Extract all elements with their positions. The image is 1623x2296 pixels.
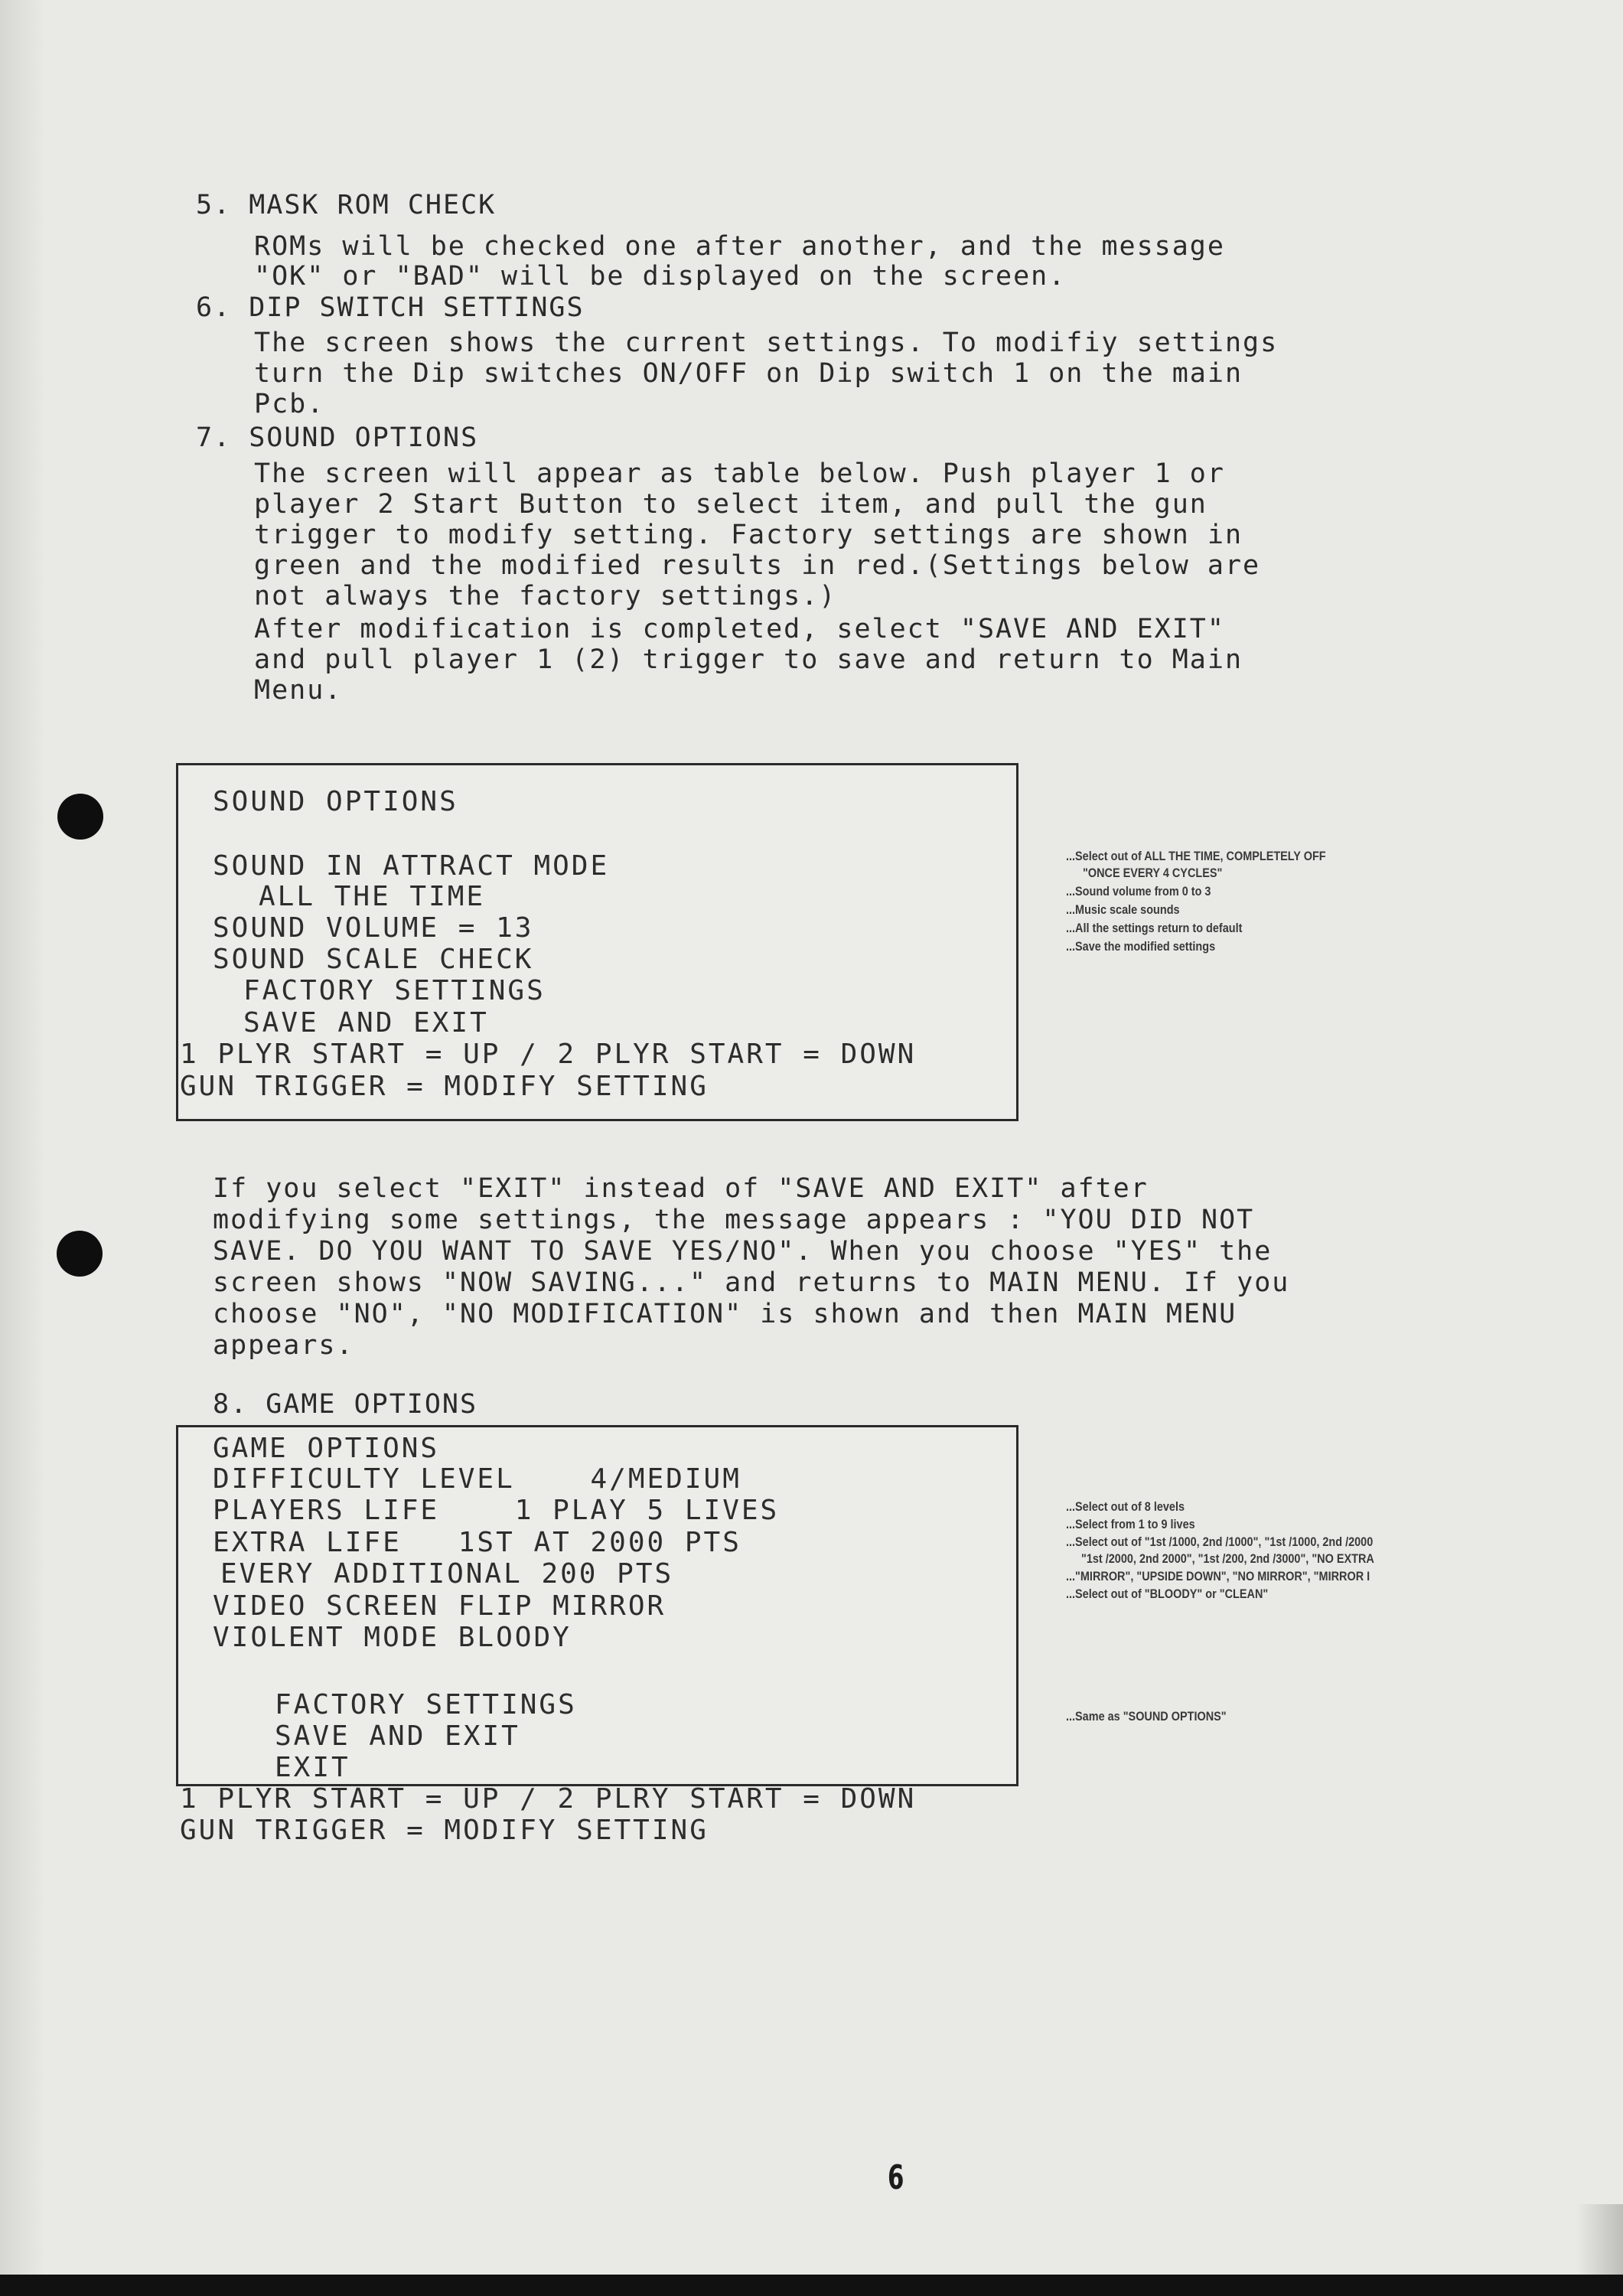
section-6-line: The screen shows the current settings. To modifiy settings <box>254 328 1279 358</box>
section-6-line: turn the Dip switches ON/OFF on Dip switch 1 on the main <box>254 358 1243 389</box>
game-options-screen <box>176 1425 1018 1846</box>
screen-item: VIDEO SCREEN FLIP MIRROR <box>213 1590 666 1622</box>
screen-item: SAVE AND EXIT <box>243 1007 489 1039</box>
sound-note: "ONCE EVERY 4 CYCLES" <box>1083 866 1223 880</box>
screen-item: SOUND VOLUME = 13 <box>213 912 534 944</box>
section-7-line: player 2 Start Button to select item, and pull the gun <box>254 489 1207 520</box>
screen-footer: 1 PLYR START = UP / 2 PLYR START = DOWN <box>180 1039 917 1070</box>
sound-note: ...Select out of ALL THE TIME, COMPLETELY OFF <box>1066 849 1326 863</box>
screen-item: FACTORY SETTINGS <box>275 1689 577 1720</box>
screen-item: SOUND SCALE CHECK <box>213 944 534 975</box>
section-5-heading: 5. MASK ROM CHECK <box>196 190 497 220</box>
exit-paragraph-line: SAVE. DO YOU WANT TO SAVE YES/NO". When you choose "YES" the <box>213 1236 1273 1267</box>
screen-item: SAVE AND EXIT <box>275 1720 520 1752</box>
section-7-line: green and the modified results in red.(Settings below are <box>254 550 1261 581</box>
exit-paragraph-line: appears. <box>213 1330 354 1361</box>
section-7-line: The screen will appear as table below. Push player 1 or <box>254 458 1225 489</box>
section-7-line: Menu. <box>254 675 343 706</box>
sound-note: ...Save the modified settings <box>1066 939 1216 954</box>
section-5-line: "OK" or "BAD" will be displayed on the screen. <box>254 261 1067 292</box>
game-note: ..."MIRROR", "UPSIDE DOWN", "NO MIRROR", "MIRROR I <box>1066 1569 1370 1583</box>
section-7-line: not always the factory settings.) <box>254 581 837 612</box>
page-edge-shadow <box>1576 2204 1623 2275</box>
screen-item: EXIT <box>275 1752 350 1783</box>
exit-paragraph-line: screen shows "NOW SAVING..." and returns to MAIN MENU. If you <box>213 1267 1290 1298</box>
section-7-line: After modification is completed, select "SAVE AND EXIT" <box>254 614 1225 644</box>
game-note: ...Same as "SOUND OPTIONS" <box>1066 1709 1227 1724</box>
exit-paragraph-line: choose "NO", "NO MODIFICATION" is shown and then MAIN MENU <box>213 1299 1237 1329</box>
game-note: ...Select out of "BLOODY" or "CLEAN" <box>1066 1587 1269 1601</box>
section-7-heading: 7. SOUND OPTIONS <box>196 422 479 453</box>
screen-item: FACTORY SETTINGS <box>243 975 546 1006</box>
page-edge-shadow <box>0 0 46 2296</box>
section-6-heading: 6. DIP SWITCH SETTINGS <box>196 292 585 323</box>
binder-hole <box>57 1231 103 1277</box>
screen-footer: 1 PLYR START = UP / 2 PLRY START = DOWN <box>180 1783 917 1815</box>
game-note: ...Select out of 8 levels <box>1066 1499 1185 1514</box>
screen-title: GAME OPTIONS <box>213 1433 440 1464</box>
sound-note: ...All the settings return to default <box>1066 921 1243 935</box>
section-7-line: trigger to modify setting. Factory settings are shown in <box>254 520 1243 550</box>
screen-footer: GUN TRIGGER = MODIFY SETTING <box>180 1815 709 1846</box>
sound-note: ...Sound volume from 0 to 3 <box>1066 884 1211 899</box>
binder-hole <box>57 794 103 840</box>
section-8-heading: 8. GAME OPTIONS <box>213 1389 478 1420</box>
screen-item: DIFFICULTY LEVEL 4/MEDIUM <box>213 1463 741 1495</box>
screen-footer: GUN TRIGGER = MODIFY SETTING <box>180 1071 709 1102</box>
page-edge-shadow <box>0 2275 1623 2296</box>
screen-item: ALL THE TIME <box>259 881 486 912</box>
section-5-line: ROMs will be checked one after another, and the message <box>254 231 1225 262</box>
screen-item: EXTRA LIFE 1ST AT 2000 PTS <box>213 1527 741 1558</box>
exit-paragraph-line: If you select "EXIT" instead of "SAVE AND EXIT" after <box>213 1173 1149 1204</box>
screen-item: EVERY ADDITIONAL 200 PTS <box>220 1558 674 1590</box>
screen-item: PLAYERS LIFE 1 PLAY 5 LIVES <box>213 1495 780 1526</box>
sound-note: ...Music scale sounds <box>1066 902 1180 917</box>
exit-paragraph-line: modifying some settings, the message appears : "YOU DID NOT <box>213 1205 1255 1235</box>
page-number: 6 <box>888 2158 904 2197</box>
screen-item: VIOLENT MODE BLOODY <box>213 1622 572 1653</box>
section-6-line: Pcb. <box>254 389 325 419</box>
game-note: ...Select from 1 to 9 lives <box>1066 1517 1195 1531</box>
screen-title: SOUND OPTIONS <box>213 786 458 817</box>
section-7-line: and pull player 1 (2) trigger to save and return to Main <box>254 644 1243 675</box>
game-note: "1st /2000, 2nd 2000", "1st /200, 2nd /3000", "NO EXTRA <box>1081 1551 1374 1566</box>
game-note: ...Select out of "1st /1000, 2nd /1000", "1st /1000, 2nd /2000 <box>1066 1534 1374 1549</box>
sound-options-screen <box>176 763 1018 1121</box>
screen-item: SOUND IN ATTRACT MODE <box>213 850 610 882</box>
